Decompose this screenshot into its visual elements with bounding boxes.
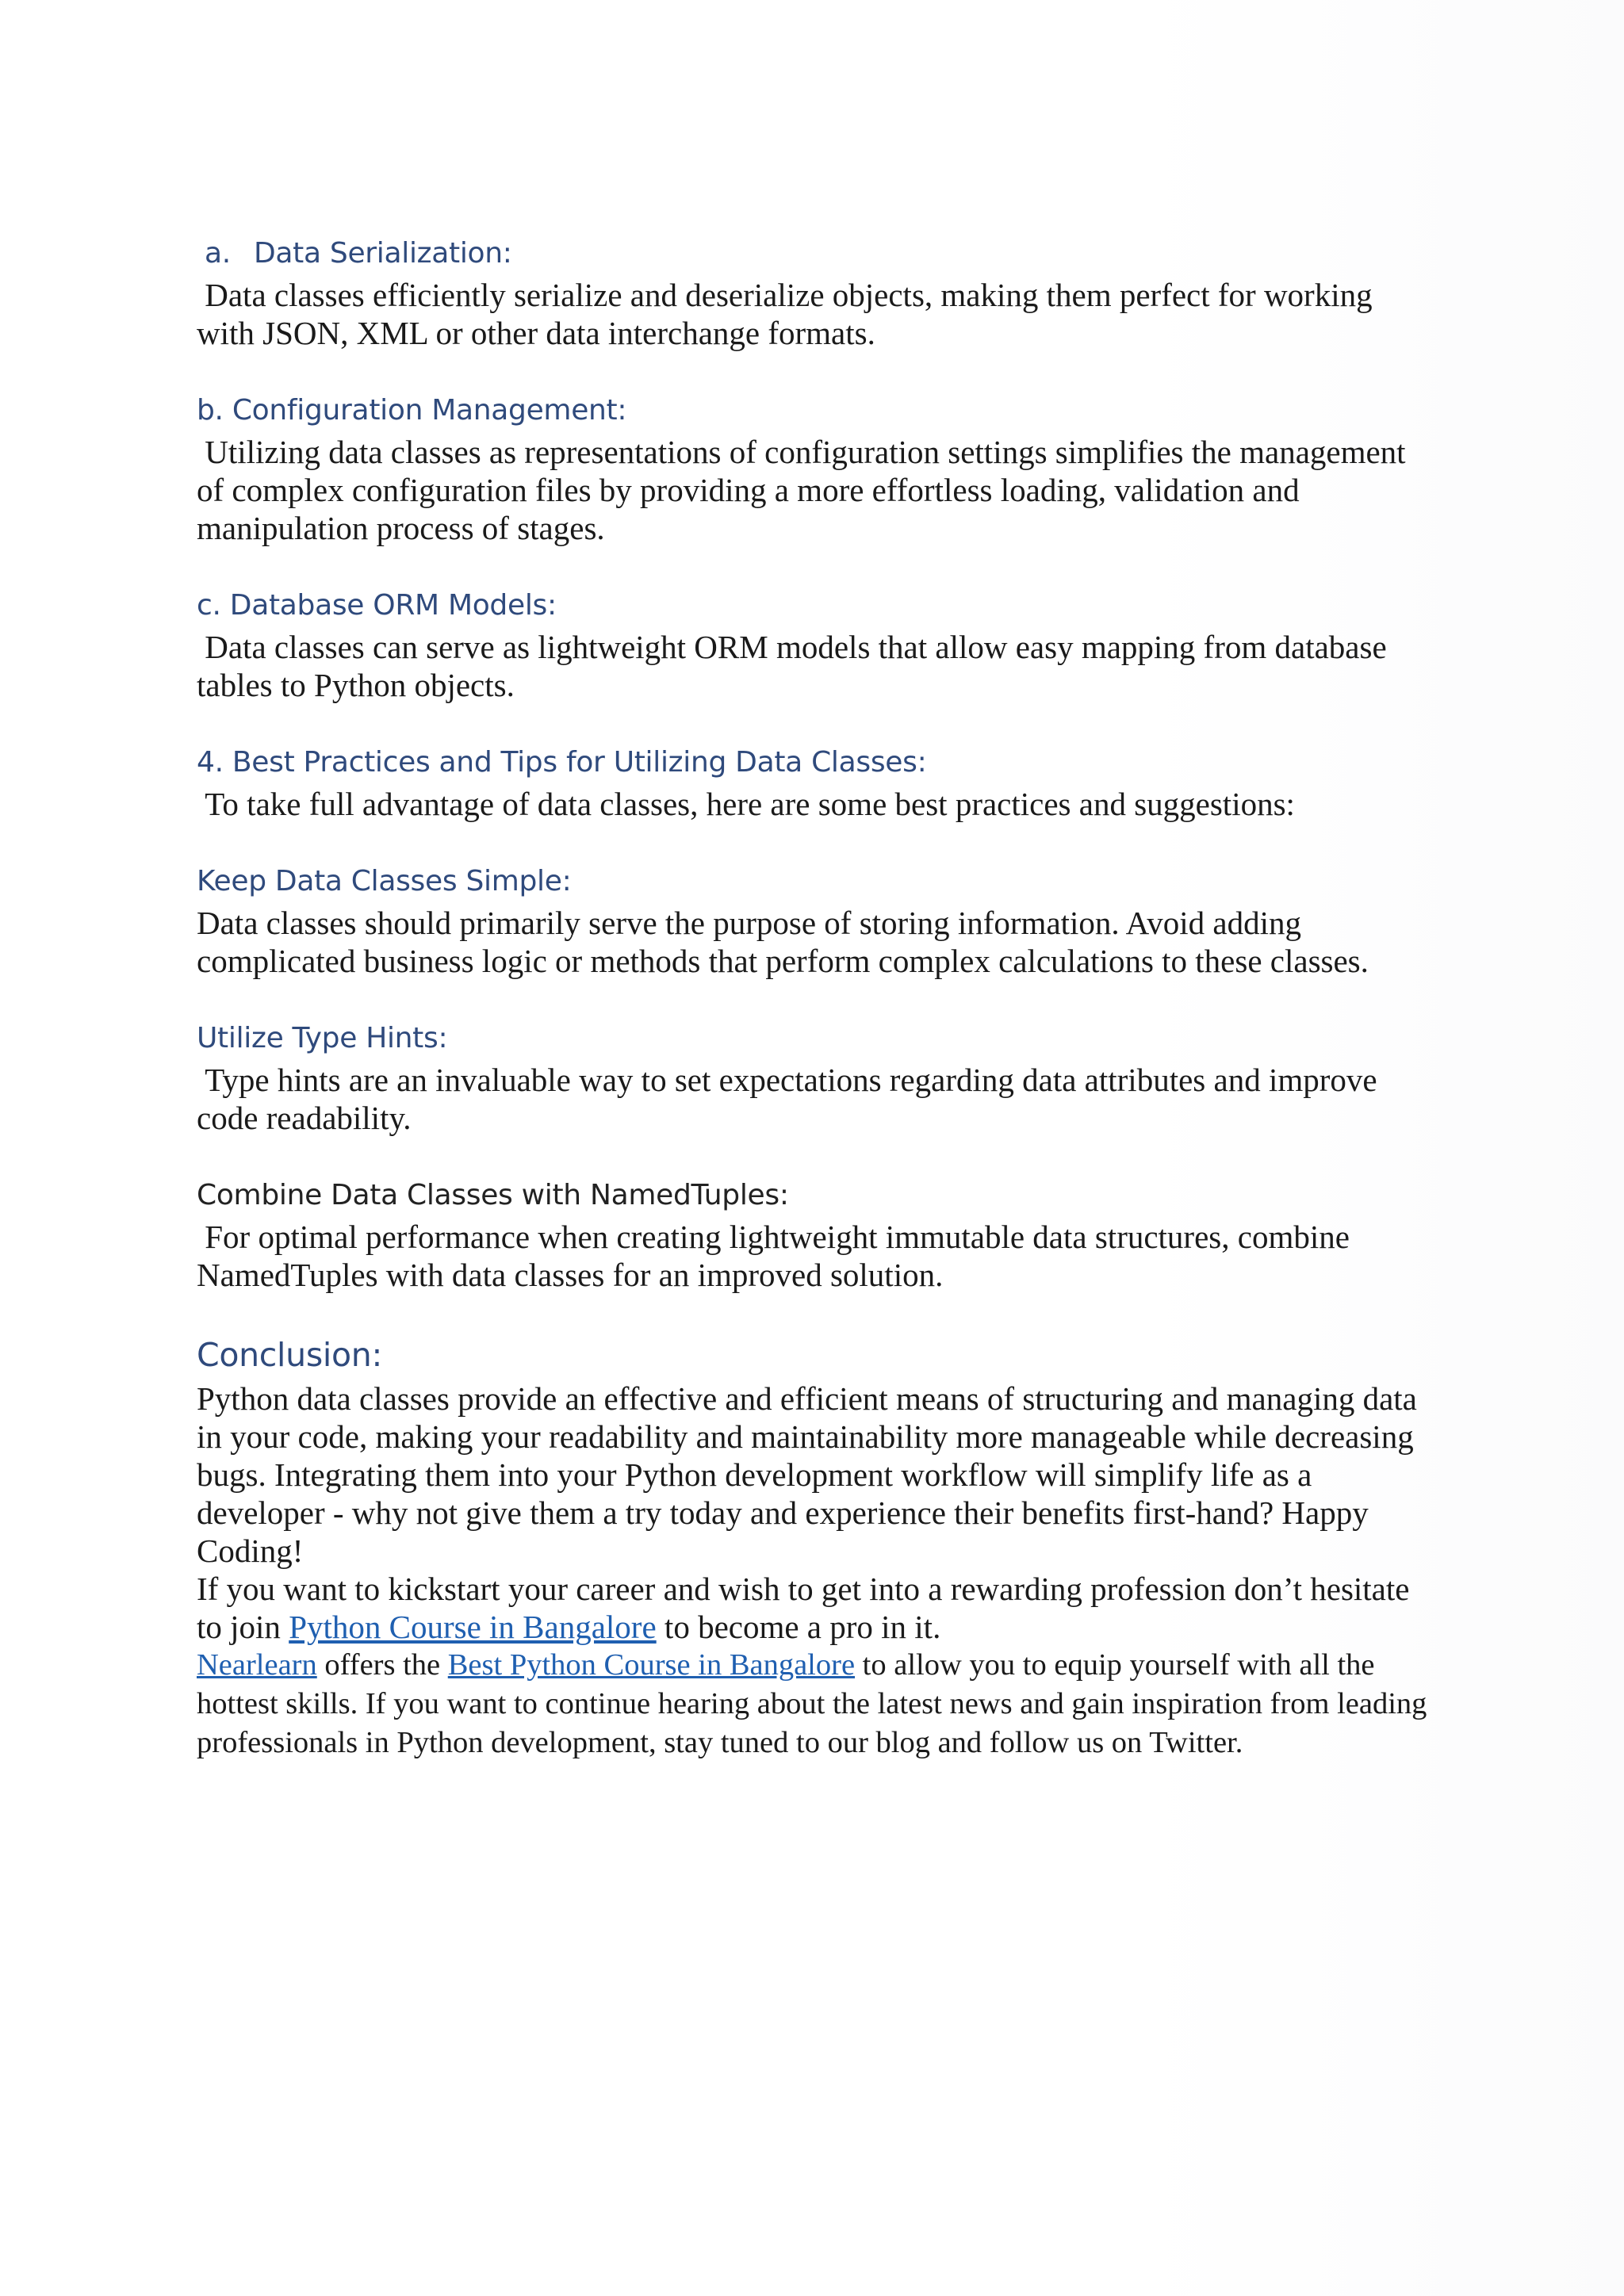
section-best-practices: [197, 744, 1434, 823]
cta-prefix: If you want to kickstart your career and wish to get into a rewarding profession don’t hesitate to join: [197, 1571, 1410, 1645]
section-body: [197, 785, 1434, 823]
section-body: [197, 1218, 1434, 1294]
section-configuration-management: [197, 392, 1434, 547]
section-data-serialization: [197, 235, 1434, 352]
section-body: Data classes should primarily serve the purpose of storing information. Avoid adding complicated business logic or methods that perform complex calculations to these classes.: [197, 905, 1369, 979]
body-text: Utilizing data classes as representations of configuration settings simplifies the management of complex configuration files by providing a more effortless loading, validation and manipulation process of stages.: [197, 434, 1406, 546]
body-text: Type hints are an invaluable way to set expectations regarding data attributes and improve code readability.: [197, 1062, 1377, 1136]
section-heading: b. Configuration Management:: [197, 394, 627, 427]
body-text: Data classes efficiently serialize and deserialize objects, making them perfect for working with JSON, XML or other data interchange formats.: [197, 277, 1373, 351]
section-keep-simple: [197, 863, 1434, 980]
cta-suffix: to become a pro in it.: [656, 1609, 941, 1645]
section-heading: Keep Data Classes Simple:: [197, 865, 572, 897]
conclusion-body: Python data classes provide an effective and efficient means of structuring and managing data in your code, making your readability and maintainability more manageable while decreasing bugs. Integrating them into your Python development workflow will simplify life as a developer - why not give them a try today and experience their benefits first-hand? Happy Coding!: [197, 1380, 1417, 1569]
section-type-hints: [197, 1020, 1434, 1137]
section-heading: c. Database ORM Models:: [197, 589, 557, 622]
section-conclusion: [197, 1334, 1434, 1762]
section-heading: Utilize Type Hints:: [197, 1022, 448, 1054]
section-body: [197, 433, 1434, 547]
section-heading: Conclusion:: [197, 1336, 382, 1374]
cta-paragraph: [197, 1570, 1434, 1646]
list-marker: a.: [205, 237, 231, 270]
promo-suffix: to allow you to equip yourself with all the hottest skills. If you want to continue hearing about the latest news and gain inspiration from leading professionals in Python development, stay tuned to our blog and follow us on Twitter.: [197, 1648, 1427, 1759]
section-namedtuples: [197, 1177, 1434, 1294]
section-body: [197, 1061, 1434, 1137]
promo-paragraph: [197, 1646, 1434, 1762]
promo-mid: offers the: [316, 1648, 448, 1682]
best-python-course-link[interactable]: Best Python Course in Bangalore: [447, 1648, 856, 1682]
section-body: [197, 276, 1434, 352]
python-course-link[interactable]: Python Course in Bangalore: [289, 1609, 657, 1645]
heading-text: Data Serialization:: [254, 237, 512, 270]
body-text: For optimal performance when creating lightweight immutable data structures, combine NamedTuples with data classes for an improved solution.: [197, 1219, 1350, 1293]
body-text: To take full advantage of data classes, here are some best practices and suggestions:: [205, 786, 1295, 822]
section-body: [197, 628, 1434, 704]
document-content: [197, 235, 1434, 1762]
section-heading: [197, 235, 1434, 273]
section-heading: Combine Data Classes with NamedTuples:: [197, 1179, 789, 1211]
body-text: Data classes can serve as lightweight ORM models that allow easy mapping from database tables to Python objects.: [197, 629, 1387, 703]
section-database-orm: [197, 587, 1434, 704]
nearlearn-link[interactable]: Nearlearn: [197, 1648, 317, 1682]
section-heading: 4. Best Practices and Tips for Utilizing Data Classes:: [197, 746, 927, 779]
